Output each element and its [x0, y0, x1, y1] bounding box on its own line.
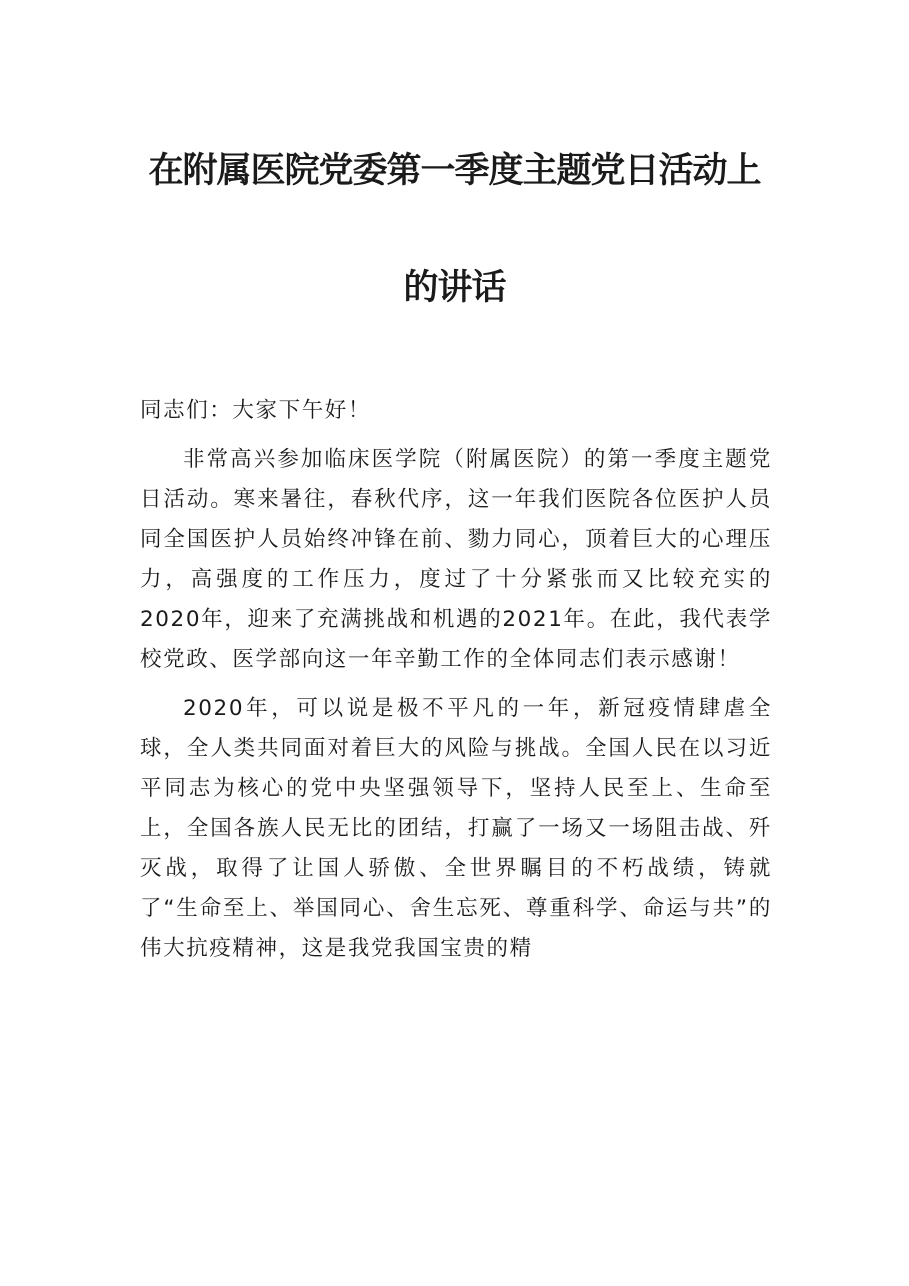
paragraph-2: 2020年，可以说是极不平凡的一年，新冠疫情肆虐全球，全人类共同面对着巨大的风险与挑战。全国人民在以习近平同志为核心的党中央坚强领导下，坚持人民至上、生命至上，全国各族人民无比的团结，打赢了一场又一场阻击战、歼灭战，取得了让国人骄傲、全世界瞩目的不朽战绩，铸就了“生命至上、举国同心、舍生忘死、尊重科学、命运与共”的伟大抗疫精神，这是我党我国宝贵的精: [140, 696, 772, 961]
document-body: [140, 391, 772, 978]
document-title-line-1: 在附属医院党委第一季度主题党日活动上: [148, 150, 761, 191]
document-title-line-2: 的讲话: [403, 267, 506, 308]
greeting: 同志们：大家下午好！: [140, 398, 372, 423]
paragraph-1: 非常高兴参加临床医学院（附属医院）的第一季度主题党日活动。寒来暑往，春秋代序，这一年我们医院各位医护人员同全国医护人员始终冲锋在前、勠力同心，顶着巨大的心理压力，高强度的工作压力，度过了十分紧张而又比较充实的2020年，迎来了充满挑战和机遇的2021年。在此，我代表学校党政、医学部向这一年辛勤工作的全体同志们表示感谢！: [140, 447, 772, 672]
